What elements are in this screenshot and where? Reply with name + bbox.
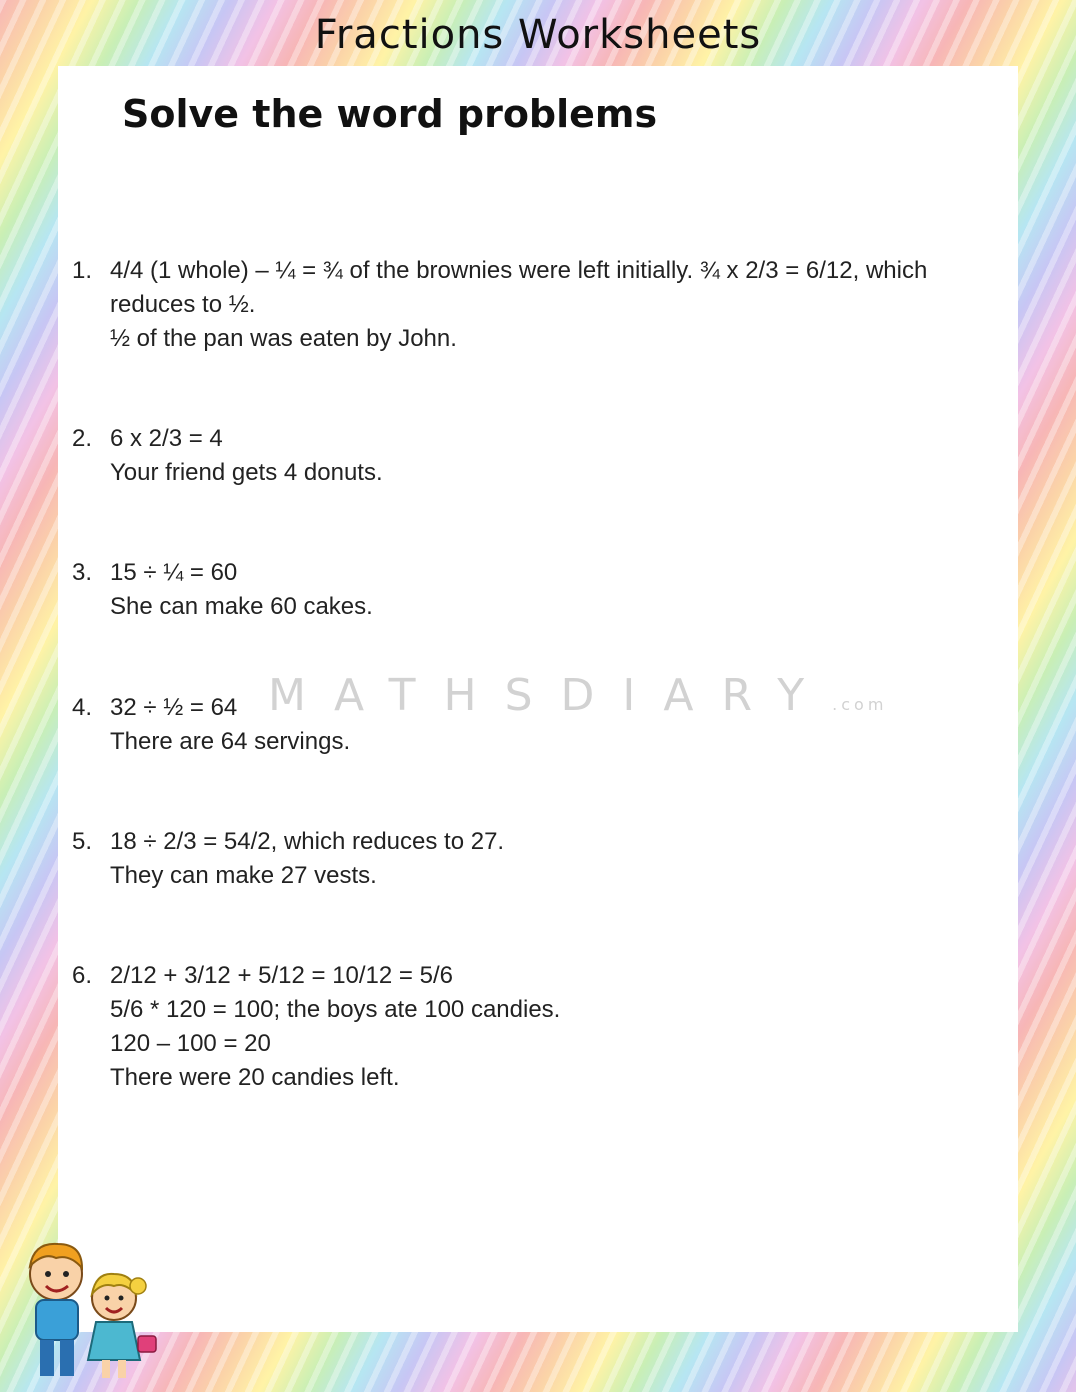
- problem-line: reduces to ½.: [110, 291, 256, 318]
- watermark-text: MATHSDIARY: [268, 670, 833, 721]
- problem-number: 5.: [72, 828, 93, 855]
- problem-number: 3.: [72, 559, 93, 586]
- problem-5: [72, 825, 504, 893]
- worksheet-title: Fractions Worksheets: [314, 12, 762, 58]
- problem-line: 15 ÷ ¼ = 60: [110, 559, 238, 586]
- problem-line: She can make 60 cakes.: [110, 593, 373, 620]
- problem-line: Your friend gets 4 donuts.: [110, 459, 383, 486]
- problem-line: There are 64 servings.: [110, 728, 351, 755]
- problem-6: [72, 959, 560, 1095]
- worksheet-page: [58, 66, 1018, 1332]
- problem-line: 5/6 * 120 = 100; the boys ate 100 candies.: [110, 996, 561, 1023]
- kids-walking-icon: [10, 1236, 160, 1386]
- problem-1: [72, 254, 927, 356]
- problem-3: [72, 556, 373, 624]
- problem-number: 4.: [72, 694, 93, 721]
- problem-line: 6 x 2/3 = 4: [110, 425, 223, 452]
- problem-line: 2/12 + 3/12 + 5/12 = 10/12 = 5/6: [110, 962, 453, 989]
- problem-line: They can make 27 vests.: [110, 862, 377, 889]
- problem-number: 2.: [72, 425, 93, 452]
- section-title: Solve the word problems: [122, 92, 658, 136]
- problem-number: 1.: [72, 257, 93, 284]
- problem-line: 18 ÷ 2/3 = 54/2, which reduces to 27.: [110, 828, 505, 855]
- watermark-suffix: .com: [832, 695, 888, 714]
- problem-line: 120 – 100 = 20: [110, 1030, 271, 1057]
- problem-line: 4/4 (1 whole) – ¼ = ¾ of the brownies were left initially. ¾ x 2/3 = 6/12, which: [110, 257, 928, 284]
- problem-line: There were 20 candies left.: [110, 1064, 400, 1091]
- problem-2: [72, 422, 383, 490]
- problem-number: 6.: [72, 962, 93, 989]
- problem-line: 32 ÷ ½ = 64: [110, 694, 238, 721]
- problem-line: ½ of the pan was eaten by John.: [110, 325, 457, 352]
- watermark: [268, 670, 887, 721]
